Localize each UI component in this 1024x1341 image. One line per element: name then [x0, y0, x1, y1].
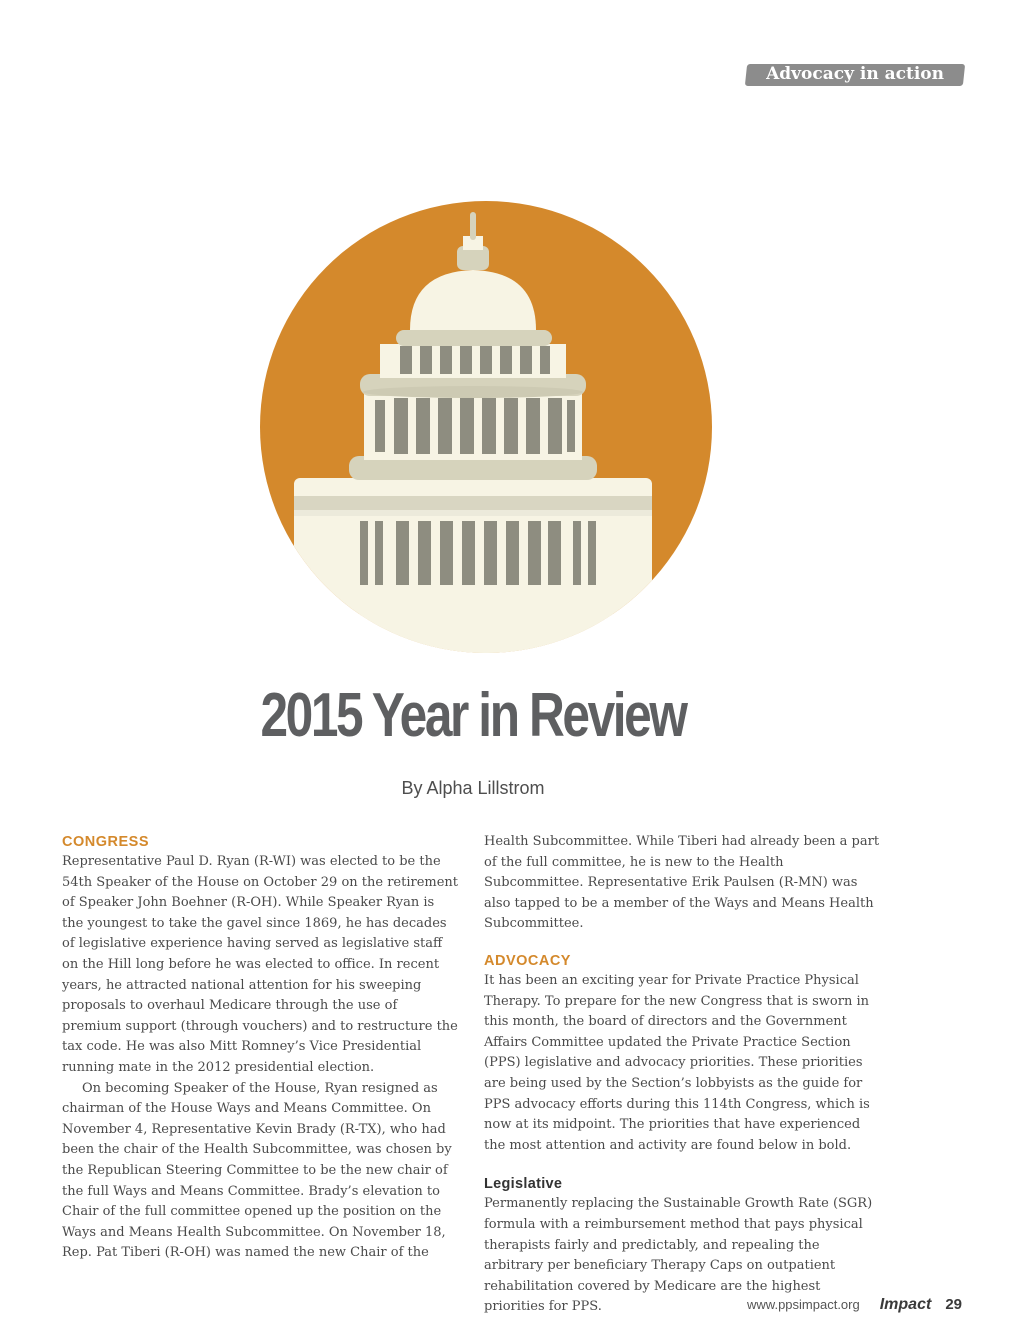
byline: By Alpha Lillstrom [401, 778, 545, 798]
page-title: 2015 Year in Review [260, 681, 686, 750]
footer-magazine-name: Impact [879, 1296, 932, 1313]
legislative-paragraph-1: Permanently replacing the Sustainable Growth Rate (SGR) formula with a reimbursement method that pays physical therapists fairly and predictably, and repealing the arbitrary per beneficiary Therapy Caps on outpatient rehabilitation covered by Medicare are the highest priorities for PPS. [484, 1196, 873, 1315]
congress-paragraph-3: Health Subcommittee. While Tiberi had already been a part of the full committee, he is new to the Health Subcommittee. Representative Erik Paulsen (R-MN) was also tapped to be a member of the Ways and Means Health Subcommittee. [484, 834, 880, 932]
subheading-legislative: Legislative [484, 1176, 563, 1193]
page-number: 29 [945, 1296, 962, 1313]
article-column-left [62, 832, 458, 1264]
capitol-dome-icon [260, 194, 712, 660]
advocacy-paragraph-1: It has been an exciting year for Private Practice Physical Therapy. To prepare for the new Congress that is sworn in this month, the board of directors and the Government Affairs Committee updated the Private Practice Section (PPS) legislative and advocacy priorities. These priorities are being used by the Section’s lobbyists as the guide for PPS advocacy efforts during this 114th Congress, which is now at its midpoint. The priorities that have experienced the most attention and activity are found below in bold. [484, 972, 870, 1153]
congress-paragraph-2: On becoming Speaker of the House, Ryan resigned as chairman of the House Ways and Means Committee. On November 4, Representative Kevin Brady (R-TX), who had been the chair of the Health Subcommittee, was chosen by the Republican Steering Committee to be the new chair of the full Ways and Means Committee. Brady’s elevation to Chair of the full committee opened up the position on the Ways and Means Health Subcommittee. On November 18, Rep. Pat Tiberi (R-OH) was named the new Chair of the [62, 1080, 452, 1261]
footer-url[interactable]: www.ppsimpact.org [747, 1297, 860, 1312]
section-heading-advocacy: ADVOCACY [484, 952, 571, 969]
section-tag [745, 64, 965, 86]
page-footer [747, 1296, 962, 1314]
congress-paragraph-1: Representative Paul D. Ryan (R-WI) was elected to be the 54th Speaker of the House on October 29 on the retirement of Speaker John Boehner (R-OH). While Speaker Ryan is the youngest to take the gavel since 1869, he has decades of legislative experience having served as legislative staff on the Hill long before he was elected to office. In recent years, he attracted national attention for his sweeping proposals to overhaul Medicare through the use of premium support (through vouchers) and to restructure the tax code. He was also Mitt Romney’s Vice Presidential running mate in the 2012 presidential election. [62, 854, 459, 1075]
section-tag-label: Advocacy in action [766, 64, 945, 84]
section-heading-congress: CONGRESS [62, 834, 149, 850]
article-column-right [484, 832, 880, 1318]
